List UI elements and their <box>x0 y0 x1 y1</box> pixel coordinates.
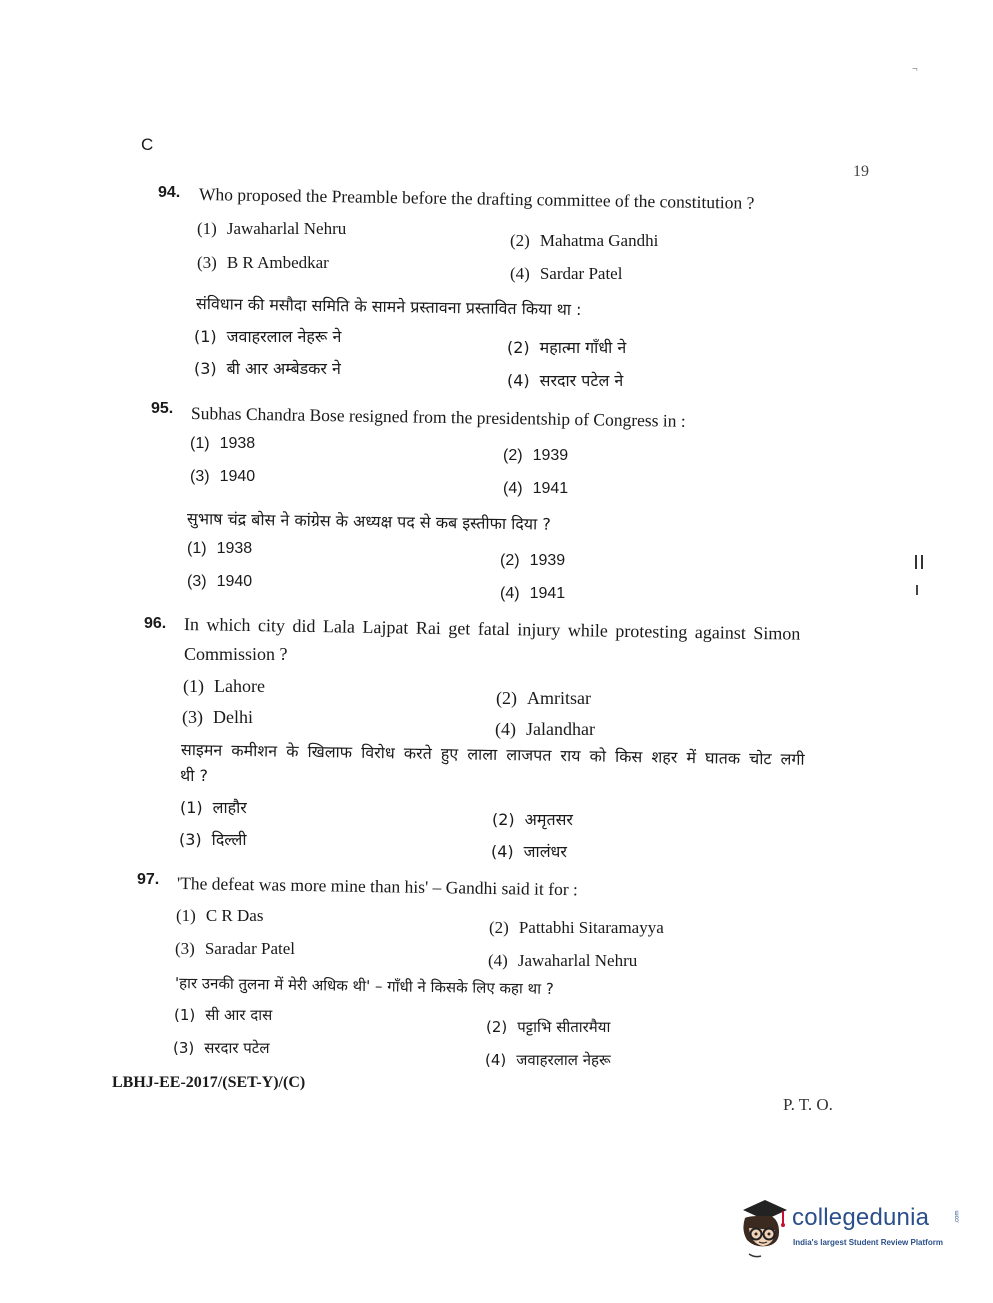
question-number: 97. <box>137 871 160 888</box>
margin-mark <box>916 585 918 595</box>
option: (4) Jawaharlal Nehru <box>488 951 638 970</box>
logo-name: collegedunia <box>792 1204 930 1231</box>
option-hindi: (1) सी आर दास <box>174 1006 273 1024</box>
option: (3) 1940 <box>190 468 256 485</box>
option-hindi: (2) महात्मा गाँधी ने <box>507 338 627 357</box>
option-hindi: (3) बी आर अम्बेडकर ने <box>194 359 341 378</box>
option-hindi: (4) जालंधर <box>491 842 567 861</box>
option: (4) Sardar Patel <box>510 264 623 283</box>
question-text-hindi: सुभाष चंद्र बोस ने कांग्रेस के अध्यक्ष पद से कब इस्तीफा दिया ? <box>186 509 551 534</box>
corner-mark: ¬ <box>912 64 918 75</box>
question-text: 'The defeat was more mine than his' – Gandhi said it for : <box>176 873 579 900</box>
option-hindi: (2) पट्टाभि सीतारमैया <box>486 1018 611 1036</box>
collegedunia-logo <box>735 1196 965 1266</box>
option-hindi: (3) सरदार पटेल <box>173 1039 270 1057</box>
option-hindi: (4) जवाहरलाल नेहरू <box>485 1051 611 1069</box>
option: (4) Jalandhar <box>495 719 595 739</box>
logo-suffix: .com <box>954 1210 961 1224</box>
question-text: Subhas Chandra Bose resigned from the presidentship of Congress in : <box>190 403 686 431</box>
option: (4) 1941 <box>503 480 569 497</box>
question-text: In which city did Lala Lajpat Rai get fatal injury while protesting against Simon <box>183 614 801 644</box>
option: (2) 1939 <box>503 447 569 464</box>
option: (3) B R Ambedkar <box>197 253 329 272</box>
option: (3) Delhi <box>182 707 253 727</box>
option: (1) Lahore <box>183 676 265 696</box>
option: (2) Amritsar <box>496 688 591 708</box>
question-number: 96. <box>144 615 167 632</box>
page-number: 19 <box>853 163 869 180</box>
page-turn-over: P. T. O. <box>783 1095 833 1114</box>
option-hindi: (1) लाहौर <box>180 798 247 817</box>
margin-mark <box>915 555 923 569</box>
mascot-icon <box>735 1196 795 1266</box>
question-text-hindi: 'हार उनकी तुलना में मेरी अधिक थी' – गाँधी ने किसके लिए कहा था ? <box>174 974 554 998</box>
logo-tagline: India's largest Student Review Platform <box>793 1238 943 1247</box>
option-hindi: (3) 1940 <box>187 573 253 590</box>
question-number: 94. <box>158 184 181 201</box>
paper-code: LBHJ-EE-2017/(SET-Y)/(C) <box>112 1074 306 1091</box>
question-text-hindi: संविधान की मसौदा समिति के सामने प्रस्तावना प्रस्तावित किया था : <box>195 294 582 320</box>
question-text: Who proposed the Preamble before the drafting committee of the constitution ? <box>198 184 755 213</box>
option-hindi: (1) 1938 <box>187 540 253 557</box>
option: (1) 1938 <box>190 435 256 452</box>
question-text-hindi: साइमन कमीशन के खिलाफ विरोध करते हुए लाला लाजपत राय को किस शहर में घातक चोट लगी <box>180 740 805 769</box>
section-label: C <box>141 135 154 154</box>
option-hindi: (3) दिल्ली <box>179 830 247 849</box>
option: (2) Pattabhi Sitaramayya <box>489 918 664 937</box>
option-hindi: (4) 1941 <box>500 585 566 602</box>
option: (1) C R Das <box>176 906 264 925</box>
option-hindi: (4) सरदार पटेल ने <box>507 371 624 390</box>
option: (1) Jawaharlal Nehru <box>197 219 347 238</box>
question-number: 95. <box>151 400 174 417</box>
option-hindi: (2) अमृतसर <box>492 810 573 829</box>
question-text: Commission ? <box>184 644 288 664</box>
question-text-hindi: थी ? <box>180 766 208 785</box>
option-hindi: (1) जवाहरलाल नेहरू ने <box>194 327 342 346</box>
option-hindi: (2) 1939 <box>500 552 566 569</box>
option: (2) Mahatma Gandhi <box>510 231 659 250</box>
option: (3) Saradar Patel <box>175 939 295 958</box>
